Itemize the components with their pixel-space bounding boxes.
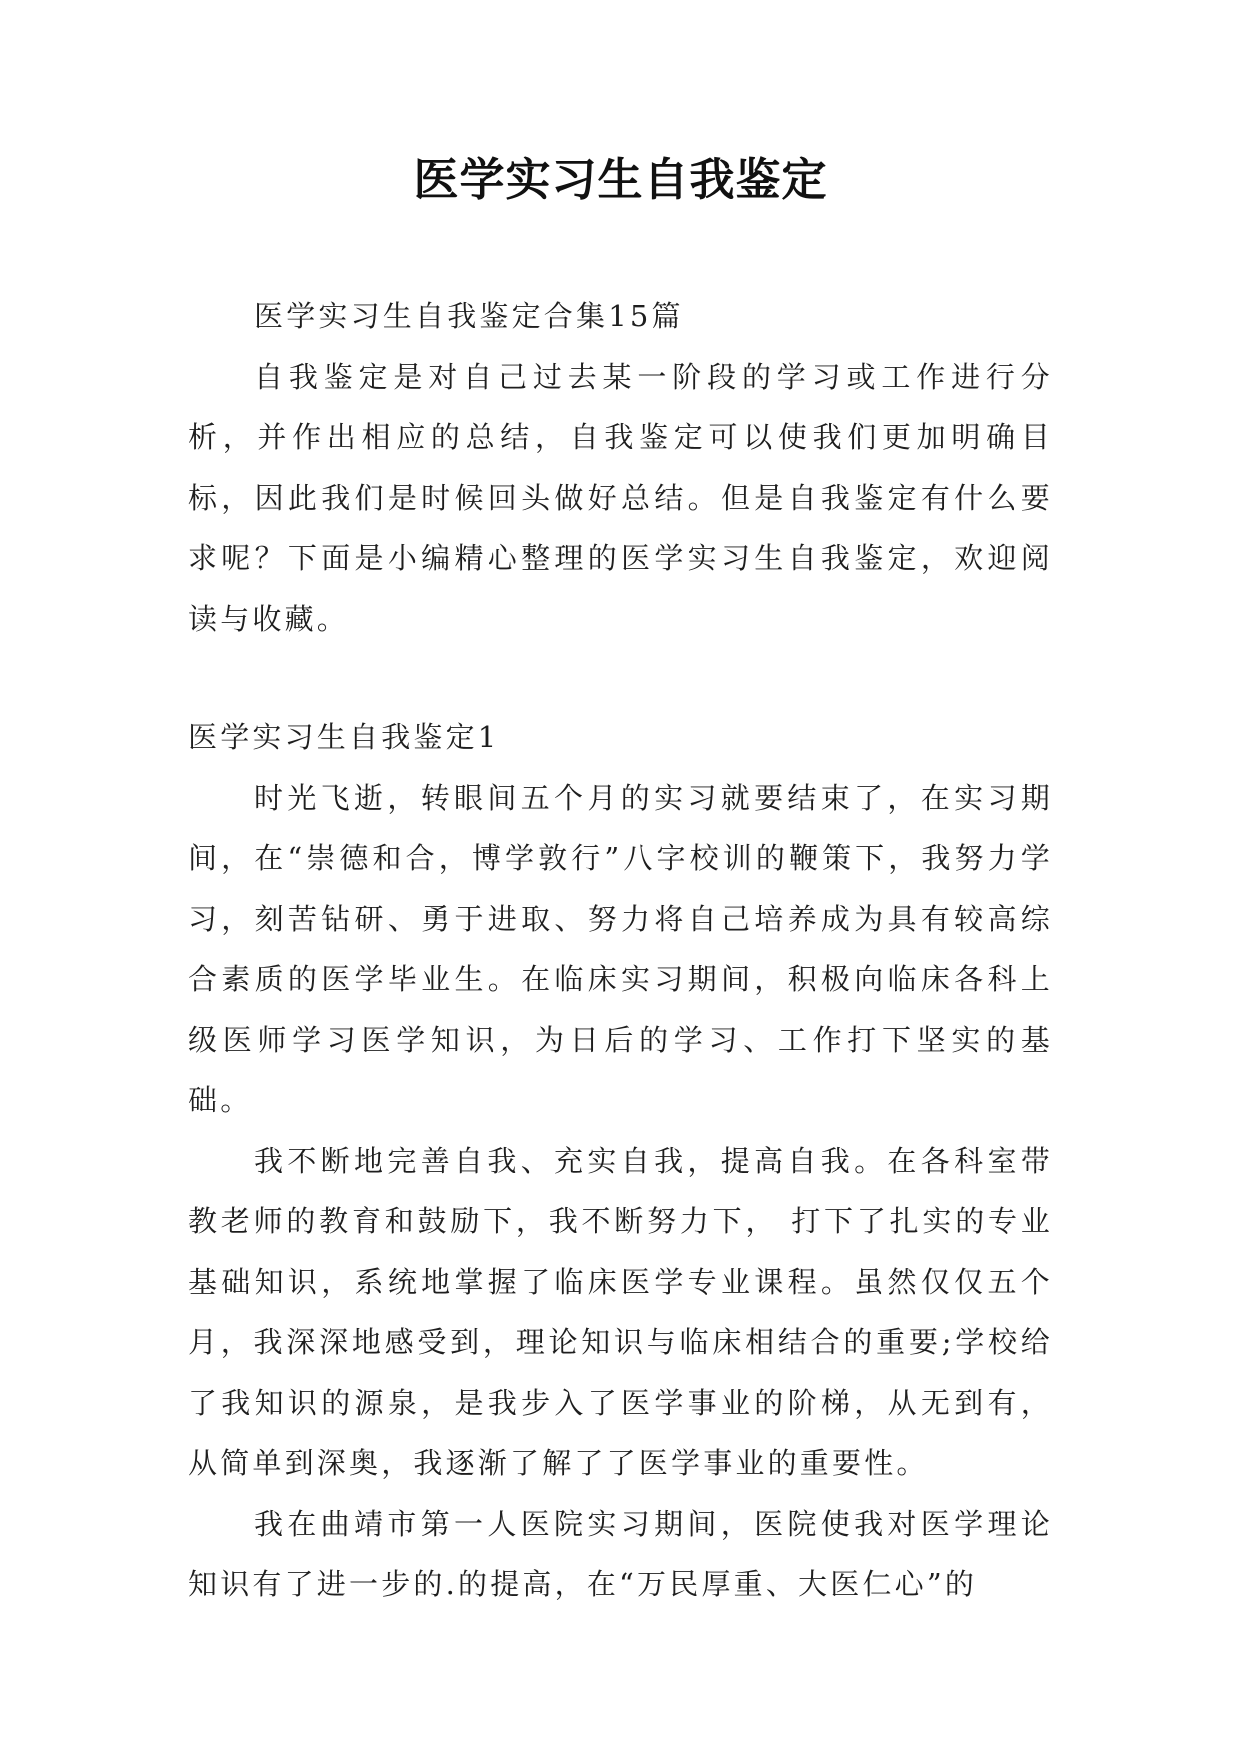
section-heading: 医学实习生自我鉴定1 (188, 720, 500, 754)
document-body (188, 286, 1053, 1615)
document-title: 医学实习生自我鉴定 (413, 153, 828, 206)
section-paragraph: 时光飞逝，转眼间五个月的实习就要结束了，在实习期间，在“崇德和合，博学敦行”八字校训的鞭策下，我努力学习，刻苦钻研、勇于进取、努力将自己培养成为具有较高综合素质的医学毕业生。在临床实习期间，积极向临床各科上级医师学习医学知识，为日后的学习、工作打下坚实的基础。 (188, 780, 1053, 1117)
section-paragraph: 我在曲靖市第一人医院实习期间，医院使我对医学理论知识有了进一步的.的提高，在“万民厚重、大医仁心”的 (188, 1506, 1053, 1601)
intro-paragraph: 自我鉴定是对自己过去某一阶段的学习或工作进行分析，并作出相应的总结，自我鉴定可以使我们更加明确目标，因此我们是时候回头做好总结。但是自我鉴定有什么要求呢？下面是小编精心整理的医学实习生自我鉴定，欢迎阅读与收藏。 (188, 359, 1053, 636)
collection-subtitle: 医学实习生自我鉴定合集15篇 (254, 299, 684, 333)
section-paragraph: 我不断地完善自我、充实自我，提高自我。在各科室带教老师的教育和鼓励下，我不断努力下， 打下了扎实的专业基础知识，系统地掌握了临床医学专业课程。虽然仅仅五个月，我深深地感受到，理论知识与临床相结合的重要;学校给了我知识的源泉，是我步入了医学事业的阶梯，从无到有，从简单到深奥，我逐渐了解了了医学事业的重要性。 (188, 1143, 1053, 1480)
